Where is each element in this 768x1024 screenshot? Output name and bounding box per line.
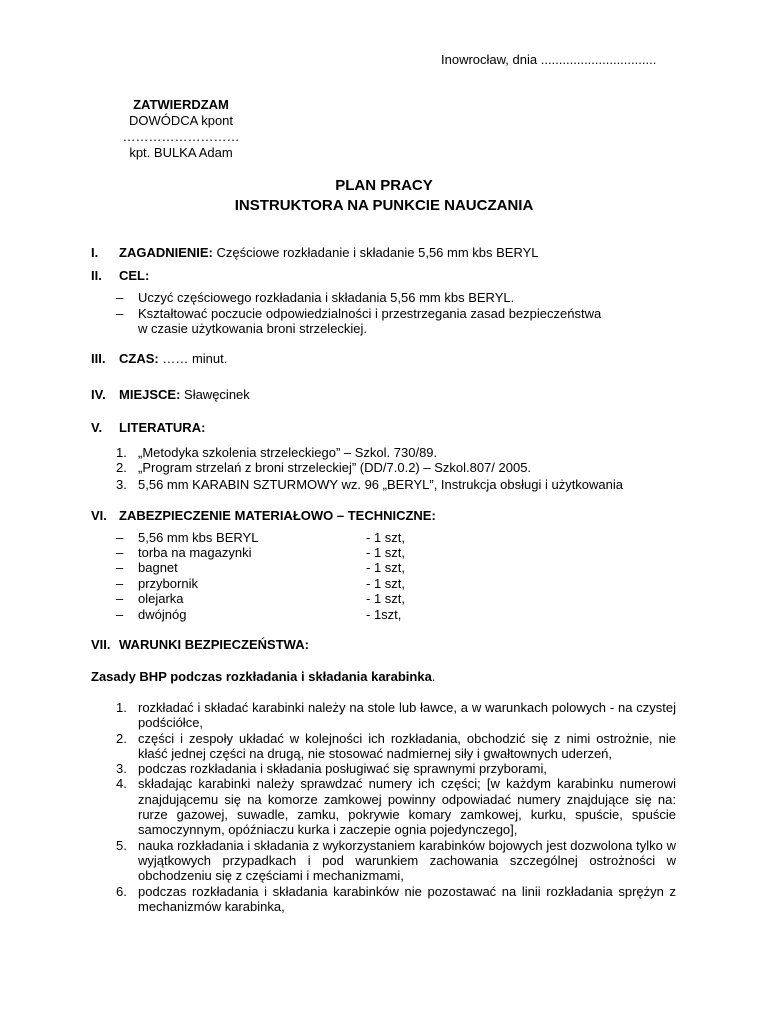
literature-item [116,477,623,492]
equipment-qty: - 1szt, [366,607,402,622]
safety-rules-intro [91,669,435,684]
rule-number: 1. [116,700,127,715]
equipment-name: 5,56 mm kbs BERYL [138,530,259,545]
item-text: „Metodyka szkolenia strzeleckiego” – Szkol. 730/89. [138,445,438,460]
safety-rule [116,776,676,837]
goal-item [116,306,601,321]
section-time [91,351,227,366]
rule-text: podczas rozkładania i składania karabinków nie pozostawać na linii rozkładania sprężyn z mechanizmów karabinka, [138,883,676,914]
section-heading: ZABEZPIECZENIE MATERIAŁOWO – TECHNICZNE: [119,508,436,523]
signature-dots: ……………………… [122,129,240,144]
goal-text: Kształtować poczucie odpowiedzialności i przestrzegania zasad bezpieczeństwa [138,306,602,321]
equipment-name: torba na magazynki [138,545,252,560]
approval-block [106,97,256,161]
section-number: VI. [91,508,107,523]
goal-text-continued: w czasie użytkowania broni strzeleckiej. [138,321,368,336]
equipment-item [116,576,405,591]
goal-text: Uczyć częściowego rozkładania i składania 5,56 mm kbs BERYL. [138,290,515,305]
safety-rule [116,884,676,915]
section-heading: MIEJSCE: [119,387,181,402]
section-place [91,387,250,402]
item-number: 3. [116,477,127,492]
section-number: III. [91,351,106,366]
section-text: Sławęcinek [180,387,250,402]
section-text: …… minut. [158,351,228,366]
equipment-name: dwójnóg [138,607,187,622]
dash-bullet: – [116,545,124,560]
title-line-1: PLAN PRACY [335,177,433,194]
equipment-qty: - 1 szt, [366,560,406,575]
section-safety [91,637,309,652]
section-heading: CZAS: [119,351,159,366]
approval-title: ZATWIERDZAM [133,97,229,112]
approval-role: DOWÓDCA kpont [128,113,234,128]
equipment-qty: - 1 szt, [366,591,406,606]
equipment-qty: - 1 szt, [366,576,406,591]
intro-text: Zasady BHP podczas rozkładania i składania karabinka [91,669,432,684]
safety-rule [116,731,676,762]
rule-number: 4. [116,776,127,792]
equipment-qty: - 1 szt, [366,545,406,560]
literature-item [116,460,531,475]
rule-number: 2. [116,730,127,746]
literature-item [116,445,437,460]
item-text: „Program strzelań z broni strzeleckiej” (DD/7.0.2) – Szkol.807/ 2005. [138,460,532,475]
section-number: V. [91,420,103,435]
goal-item [116,290,514,305]
section-number: II. [91,268,102,283]
safety-rule [116,700,676,731]
safety-rules-list [116,700,676,914]
dash-bullet: – [116,591,124,606]
equipment-item [116,591,405,606]
item-text: 5,56 mm KARABIN SZTURMOWY wz. 96 „BERYL”, Instrukcja obsługi i użytkowania [138,477,624,492]
item-number: 2. [116,460,127,475]
section-topic [91,245,539,260]
rule-text: składając karabinki należy sprawdzać numery ich części; [w każdym karabinku numerowi znajdującemu się na komorze zamkowej powinny odpowiadać numery znajdujące się na: rurze gazowej, suwadle, zamku, pokrywie komary zamkowej, kurku, spuście, spuście samoczynnym, opóźniaczu kurka i zaczepie ognia pojedynczego], [138,776,676,838]
equipment-item [116,560,405,575]
dash-bullet: – [116,530,124,545]
equipment-item [116,607,401,622]
safety-rule [116,761,676,776]
title-line-2: INSTRUKTORA NA PUNKCIE NAUCZANIA [234,197,534,214]
section-literature [91,420,205,435]
section-heading: LITERATURA: [119,420,206,435]
rule-number: 6. [116,883,127,899]
section-heading: CEL: [119,268,150,283]
equipment-item [116,530,405,545]
document-title [0,176,768,216]
section-number: IV. [91,387,106,402]
section-number: I. [91,245,99,260]
equipment-name: olejarka [138,591,184,606]
safety-rule [116,838,676,884]
equipment-name: bagnet [138,560,178,575]
rule-text: części i zespoły układać w kolejności ich rozkładania, obchodzić się z nimi ostrożnie, nie kłaść jednej części na drugą, nie stosować nadmiernej siły i gwałtownych uderzeń, [138,730,676,761]
rule-number: 5. [116,837,127,853]
equipment-item [116,545,405,560]
rule-text: podczas rozkładania i składania posługiwać się sprawnymi przyborami, [138,761,547,777]
dash-bullet: – [116,560,124,575]
item-number: 1. [116,445,127,460]
equipment-qty: - 1 szt, [366,530,406,545]
dash-bullet: – [116,306,124,321]
dash-bullet: – [116,576,124,591]
intro-period: . [431,669,436,684]
section-goal [91,268,149,283]
dash-bullet: – [116,607,124,622]
rule-text: rozkładać i składać karabinki należy na stole lub ławce, a w warunkach polowych - na czystej podściółce, [138,700,676,731]
dash-bullet: – [116,290,124,305]
date-line: Inowrocław, dnia ................................ [441,52,657,67]
section-text: Częściowe rozkładanie i składanie 5,56 mm kbs BERYL [212,245,539,260]
section-heading: WARUNKI BEZPIECZEŃSTWA: [119,637,309,652]
rule-text: nauka rozkładania i składania z wykorzystaniem karabinków bojowych jest dozwolona tylko w wyjątkowych przypadkach i pod warunkiem zachowania szczególnej ostrożności w obchodzeniu się z częściami i mechanizmami, [138,837,676,884]
section-equipment [91,508,436,523]
section-number: VII. [91,637,111,652]
section-heading: ZAGADNIENIE: [119,245,213,260]
equipment-name: przybornik [138,576,198,591]
approver-name: kpt. BULKA Adam [129,145,233,160]
rule-number: 3. [116,761,127,777]
